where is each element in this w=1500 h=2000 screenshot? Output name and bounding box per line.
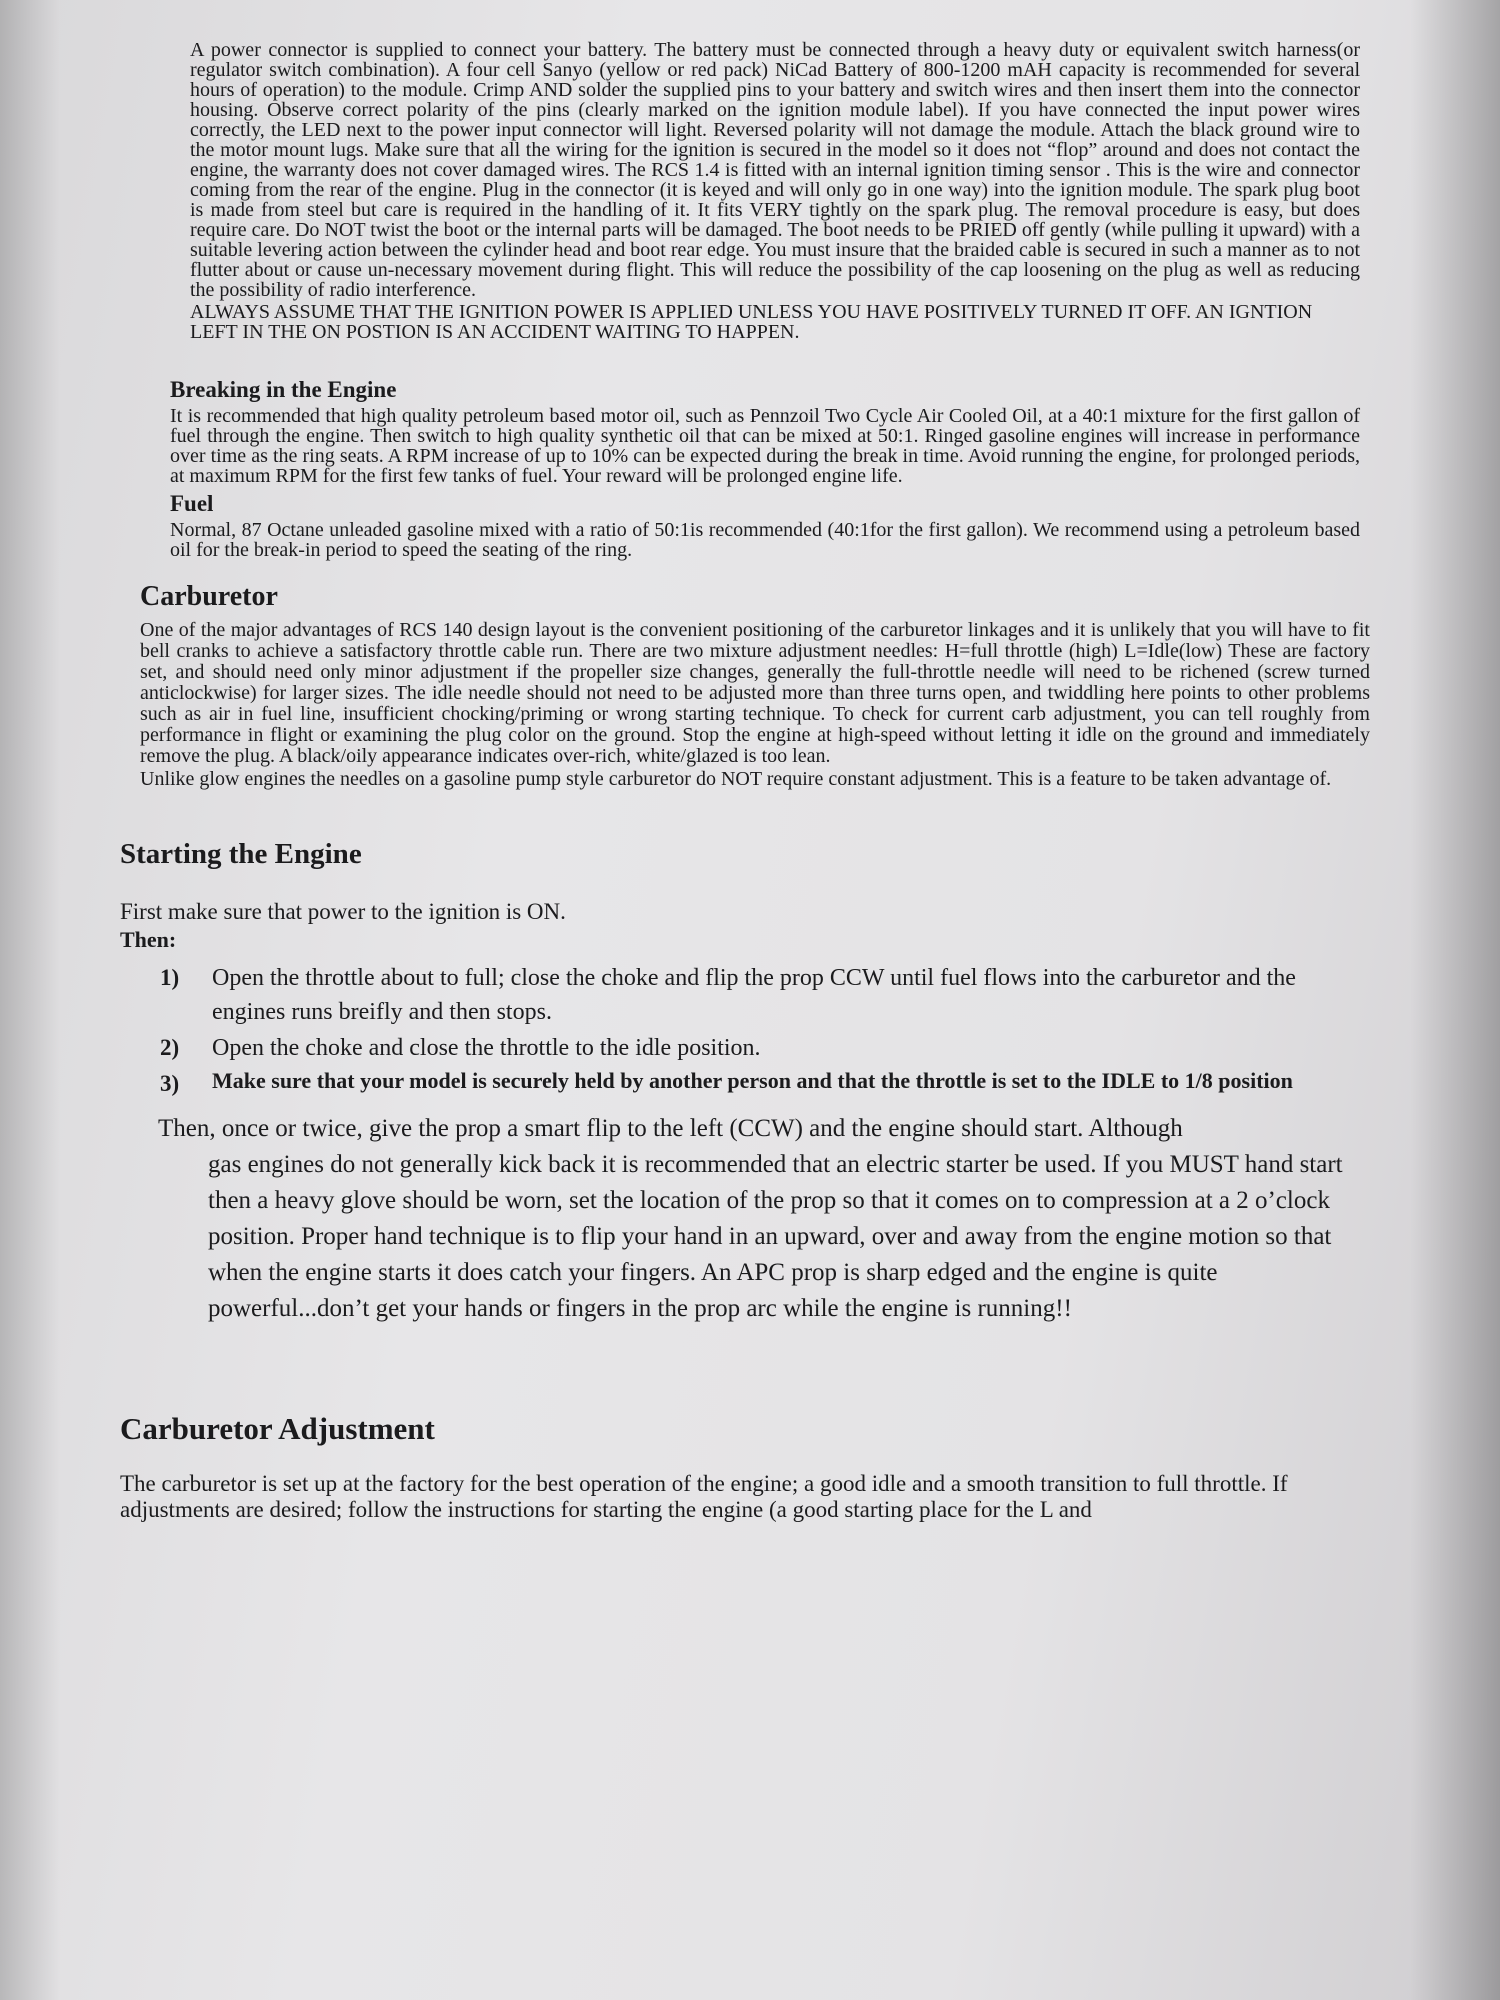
carburetor-text: One of the major advantages of RCS 140 design layout is the convenient positioning of the carburetor linkages and it is unlikely that you will have to fit bell cranks to achieve a satisfactory throttle cable run. There are two mixture adjustment needles: H=full throttle (high) L=Idle(low) These are factory set, and should need only minor adjustment if the propeller size changes, generally the full-throttle needle will need to be richened (screw turned anticlockwise) for larger sizes. The idle needle should not need to be adjusted more than three turns open, and twiddling here points to other problems such as air in fuel line, insufficient chocking/priming or wrong starting technique. To check for current carb adjustment, you can tell roughly from performance in flight or examining the plug color on the ground. Stop the engine at high-speed without letting it idle on the ground and immediately remove the plug. A black/oily appearance indicates over-rich, white/glazed is too lean.: [140, 619, 1370, 767]
starting-title: Starting the Engine: [120, 838, 362, 870]
step-text: Open the throttle about to full; close the choke and flip the prop CCW until fuel flows into the carburetor and the engines runs breifly and then stops.: [212, 965, 1296, 1025]
starting-section: [120, 838, 1370, 1327]
carb-adjustment-title: Carburetor Adjustment: [120, 1411, 435, 1446]
starting-steps: [120, 961, 1370, 1101]
carb-adjustment-text: The carburetor is set up at the factory for the best operation of the engine; a good idle and a smooth transition to full throttle. If adjustments are desired; follow the instructions for starting the engine (a good starting place for the L and: [120, 1471, 1288, 1522]
breaking-in-section: [120, 378, 1370, 560]
closing-first-line: Then, once or twice, give the prop a smart flip to the left (CCW) and the engine should start. Although: [158, 1115, 1183, 1142]
carburetor-text-2: Unlike glow engines the needles on a gasoline pump style carburetor do NOT require constant adjustment. This is a feature to be taken advantage of.: [140, 768, 1332, 790]
step-text: Open the choke and close the throttle to the idle position.: [212, 1035, 761, 1061]
ignition-warning: ALWAYS ASSUME THAT THE IGNITION POWER IS APPLIED UNLESS YOU HAVE POSITIVELY TURNED IT OFF. AN IGNTION LEFT IN THE ON POSTION IS AN ACCIDENT WAITING TO HAPPEN.: [190, 301, 1313, 343]
step-item: [160, 961, 1370, 1029]
starting-first-line: First make sure that power to the ignition is ON.: [120, 899, 566, 924]
breaking-in-title: Breaking in the Engine: [170, 377, 397, 402]
step-item: [160, 1031, 1370, 1065]
fuel-text: Normal, 87 Octane unleaded gasoline mixed with a ratio of 50:1is recommended (40:1for the first gallon). We recommend using a petroleum based oil for the break-in period to speed the seating of the ring.: [170, 519, 1360, 561]
breaking-in-text: It is recommended that high quality petroleum based motor oil, such as Pennzoil Two Cycle Air Cooled Oil, at a 40:1 mixture for the first gallon of fuel through the engine. Then switch to high quality synthetic oil that can be mixed at 50:1. Ringed gasoline engines will increase in performance over time as the ring seats. A RPM increase of up to 10% can be expected during the break in time. Avoid running the engine, for prolonged periods, at maximum RPM for the first few tanks of fuel. Your reward will be prolonged engine life.: [170, 405, 1360, 487]
intro-paragraph: A power connector is supplied to connect your battery. The battery must be connected through a heavy duty or equivalent switch harness(or regulator switch combination). A four cell Sanyo (yellow or red pack) NiCad Battery of 800-1200 mAH capacity is recommended for several hours of operation) to the module. Crimp AND solder the supplied pins to your battery and switch wires and then insert them into the connector housing. Observe correct polarity of the pins (clearly marked on the ignition module label). If you have connected the input power wires correctly, the LED next to the power input connector will light. Reversed polarity will not damage the module. Attach the black ground wire to the motor mount lugs. Make sure that all the wiring for the ignition is secured in the model so it does not “flop” around and does not contact the engine, the warranty does not cover damaged wires. The RCS 1.4 is fitted with an internal ignition timing sensor . This is the wire and connector coming from the rear of the engine. Plug in the connector (it is keyed and will only go in one way) into the ignition module. The spark plug boot is made from steel but care is required in the handling of it. It fits VERY tightly on the spark plug. The removal procedure is easy, but does require care. Do NOT twist the boot or the internal parts will be damaged. The boot needs to be PRIED off gently (while pulling it upward) with a suitable levering action between the cylinder head and boot rear edge. You must insure that the braided cable is secured in such a manner as to not flutter about or cause un-necessary movement during flight. This will reduce the possibility of the cap loosening on the plug as well as reducing the possibility of radio interference.: [190, 39, 1360, 301]
step-text: Make sure that your model is securely held by another person and that the throttle is set to the IDLE to 1/8 position: [212, 1068, 1293, 1093]
intro-section: [120, 40, 1370, 342]
carb-adjustment-section: [120, 1413, 1370, 1523]
step-number: 2): [160, 1035, 180, 1060]
fuel-title: Fuel: [170, 491, 214, 516]
step-number: 1): [160, 965, 180, 990]
closing-rest: gas engines do not generally kick back it is recommended that an electric starter be used. If you MUST hand start then a heavy glove should be worn, set the location of the prop so that it comes on to compression at a 2 o’clock position. Proper hand technique is to flip your hand in an upward, over and away from the engine motion so that when the engine starts it does catch your fingers. An APC prop is sharp edged and the engine is quite powerful...don’t get your hands or fingers in the prop arc while the engine is running!!: [208, 1151, 1343, 1322]
step-number: 3): [160, 1071, 180, 1096]
starting-then-label: Then:: [120, 927, 177, 952]
step-item: [160, 1067, 1370, 1101]
carburetor-section: [120, 582, 1370, 790]
carburetor-title: Carburetor: [140, 581, 278, 612]
starting-closing-paragraph: [158, 1111, 1370, 1327]
